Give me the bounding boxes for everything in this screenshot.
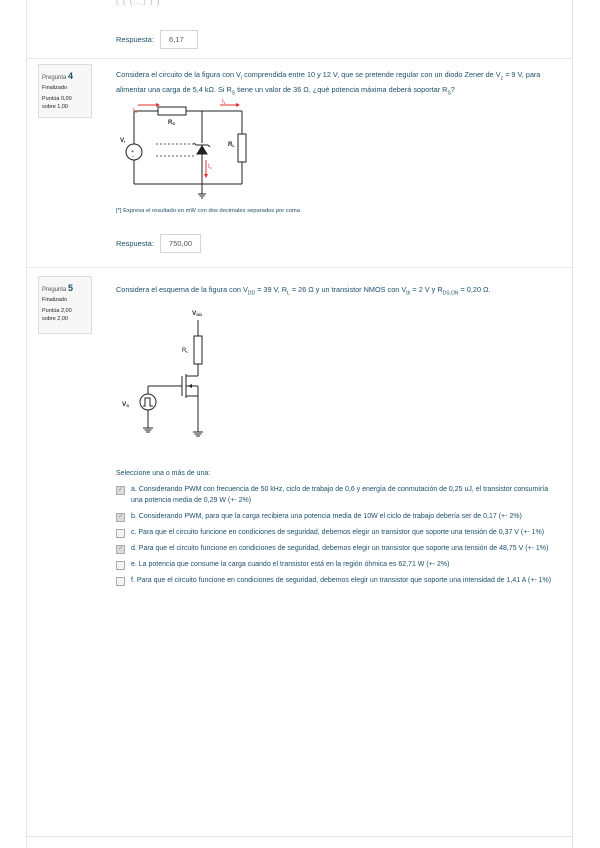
- zener-diode: [197, 146, 207, 154]
- svg-text:RS: RS: [168, 120, 176, 126]
- page-frame-bottom: [26, 836, 573, 837]
- question-grade: Puntúa 0,00 sobre 1,00: [42, 96, 72, 110]
- checkbox[interactable]: [116, 529, 125, 538]
- respuesta-input[interactable]: 6,17: [160, 30, 198, 49]
- question-text: Considera el esquema de la figura con $V_{DD} = 39$ V, $R_L = 26$ Ω y un transistor NMOS con $V_{th} = 2$ V y $R_{DS,ON} = 0,20$ Ω.: [116, 285, 491, 297]
- checkbox[interactable]: ✓: [117, 514, 124, 520]
- question-text: Considera el circuito de la figura con $V_i$ comprendida entre 10 y 12 V, que se pretende regular con un diodo Zener de $V_z = 9$ V, para alimentar una carga de 5,4 kΩ. Si $R_S$ tiene un valor de 36 Ω, ¿qué potencia máxima deberá soportar $R_S$?: [116, 70, 541, 97]
- svg-text:−: −: [131, 154, 135, 160]
- rl-resistor: [238, 134, 246, 162]
- svg-text:Vi: Vi: [120, 138, 126, 144]
- respuesta-input[interactable]: 750,00: [160, 234, 201, 253]
- question-label: Pregunta 5: [42, 283, 74, 293]
- page-frame-right: [572, 0, 573, 848]
- option-c[interactable]: c. Para que el circuito funcione en condiciones de seguridad, debemos elegir un transistor que soporte una tensión de 0,37 V (+- 1%): [116, 527, 556, 538]
- q4-answer: [116, 234, 201, 253]
- q3-answer: [116, 30, 198, 49]
- svg-text:IS: IS: [133, 108, 138, 114]
- svg-text:Iz: Iz: [208, 164, 212, 170]
- svg-text:VDD: VDD: [192, 310, 203, 317]
- zener-circuit-diagram: [116, 96, 256, 201]
- checkbox[interactable]: [116, 577, 125, 586]
- separator: [26, 267, 573, 268]
- question-label: Pregunta 4: [42, 71, 74, 81]
- source-vs: [140, 394, 156, 410]
- checkbox[interactable]: [116, 561, 125, 570]
- separator: [26, 58, 573, 59]
- nmos-circuit-diagram: [116, 304, 226, 438]
- option-b[interactable]: ✓ b. Considerando PWM, para que la carga recibiera una potencia media de 10W el ciclo de trabajo debería ser de 0,17 (+- 2%): [117, 513, 522, 520]
- question-grade: Puntúa 2,00 sobre 2,00: [42, 308, 72, 322]
- select-instruction: Seleccione una o más de una:: [116, 470, 211, 477]
- svg-text:RL: RL: [182, 348, 189, 354]
- respuesta-label: Respuesta:: [116, 239, 154, 248]
- question-info-box: [38, 276, 92, 334]
- question-state: Finalizado: [42, 85, 68, 91]
- svg-text:VS: VS: [122, 401, 130, 408]
- svg-text:RL: RL: [228, 142, 235, 148]
- option-e[interactable]: e. La potencia que consume la carga cuando el transistor está en la región óhmica es 62,71 W (+- 2%): [116, 559, 556, 570]
- page-frame-left: [26, 0, 27, 848]
- svg-text:IL: IL: [222, 99, 226, 105]
- question-state: Finalizado: [42, 297, 68, 303]
- question-number: 5: [68, 283, 74, 293]
- question-info-box: [38, 64, 92, 118]
- rs-resistor: [158, 107, 186, 115]
- respuesta-label: Respuesta:: [116, 35, 154, 44]
- option-a[interactable]: ✓ a. Considerando PWM con frecuencia de 50 kHz, ciclo de trabajo de 0,6 y energía de conmutación de 0,25 uJ, el transistor consumiría una potencia media de 0,29 W (+- 2%): [117, 486, 549, 504]
- option-f[interactable]: f. Para que el circuito funcione en condiciones de seguridad, debemos elegir un transistor que soporte una intensidad de 1,41 A (+- 1%): [116, 575, 556, 586]
- checkbox[interactable]: ✓: [117, 546, 124, 552]
- rl-resistor: [194, 336, 202, 364]
- question-note: [*] Expresa el resultado en mW con dos decimales separados por coma: [116, 208, 300, 214]
- answer-options: [116, 470, 556, 591]
- cut-off-text: ( ( (...) ) ): [116, 0, 161, 6]
- question-number: 4: [68, 71, 74, 81]
- checkbox[interactable]: ✓: [117, 487, 124, 493]
- option-d[interactable]: ✓ d. Para que el circuito funcione en condiciones de seguridad, debemos elegir un transistor que soporte una tensión de 48,75 V (+- 1%): [117, 545, 549, 552]
- svg-text:+: +: [131, 149, 134, 155]
